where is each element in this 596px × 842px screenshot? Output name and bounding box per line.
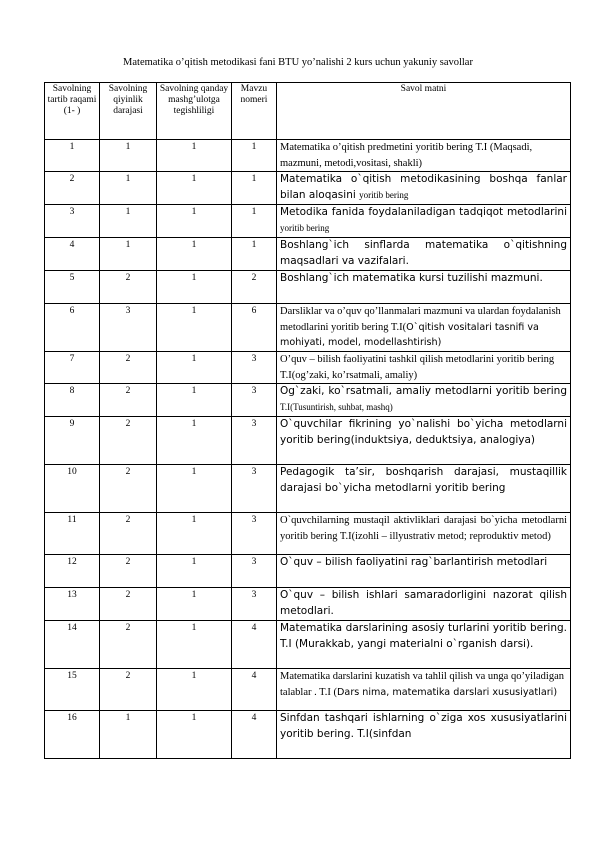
- cell-question-text: [277, 588, 571, 621]
- cell-lesson-type: 1: [157, 172, 232, 205]
- cell-order: 2: [45, 172, 100, 205]
- question-text-part: Matematika darslarining asosiy turlarini yoritib bering. T.I (Murakkab, yangi materialni o`rganish darsi).: [280, 622, 567, 650]
- cell-topic: 4: [232, 669, 277, 711]
- cell-question-text: [277, 669, 571, 711]
- question-text-part: Matematika o’qitish predmetini yoritib bering T.I (Maqsadi, mazmuni, metodi,vositasi, shakli): [280, 142, 533, 169]
- cell-topic: 3: [232, 513, 277, 555]
- table-row: [45, 465, 571, 513]
- cell-difficulty: 1: [100, 238, 157, 271]
- cell-question-text: [277, 465, 571, 513]
- cell-topic: 3: [232, 417, 277, 465]
- cell-question-text: [277, 555, 571, 588]
- cell-lesson-type: 1: [157, 621, 232, 669]
- cell-difficulty: 2: [100, 465, 157, 513]
- question-text-part: Sinfdan tashqari ishlarning o`ziga xos xususiyatlarini yoritib bering. T.I(sinfdan: [280, 712, 567, 740]
- cell-order: 5: [45, 271, 100, 304]
- cell-question-text: [277, 711, 571, 759]
- cell-difficulty: 1: [100, 711, 157, 759]
- cell-lesson-type: 1: [157, 588, 232, 621]
- table-row: [45, 384, 571, 417]
- cell-lesson-type: 1: [157, 271, 232, 304]
- cell-order: 11: [45, 513, 100, 555]
- cell-topic: 4: [232, 621, 277, 669]
- cell-question-text: [277, 621, 571, 669]
- cell-order: 13: [45, 588, 100, 621]
- cell-order: 9: [45, 417, 100, 465]
- cell-difficulty: 1: [100, 140, 157, 172]
- cell-question-text: [277, 271, 571, 304]
- table-row: [45, 271, 571, 304]
- cell-topic: 1: [232, 172, 277, 205]
- cell-topic: 1: [232, 140, 277, 172]
- cell-order: 14: [45, 621, 100, 669]
- question-text-part: O`qitish vositalari tasnifi va mohiyati, model, modellashtirish): [280, 321, 539, 348]
- table-row: [45, 588, 571, 621]
- cell-difficulty: 1: [100, 205, 157, 238]
- cell-difficulty: 2: [100, 352, 157, 384]
- table-row: [45, 555, 571, 588]
- cell-question-text: [277, 384, 571, 417]
- cell-question-text: [277, 205, 571, 238]
- table-row: [45, 304, 571, 352]
- question-text-part: O`quv – bilish ishlari samaradorligini nazorat qilish metodlari.: [280, 589, 567, 617]
- question-text-part: O`quv – bilish faoliyatini rag`barlantirish metodlari: [280, 556, 548, 568]
- cell-difficulty: 2: [100, 271, 157, 304]
- cell-order: 16: [45, 711, 100, 759]
- question-text-part: Boshlang`ich sinflarda matematika o`qitishning maqsadlari va vazifalari.: [280, 239, 567, 267]
- cell-topic: 3: [232, 352, 277, 384]
- header-question-text: Savol matni: [277, 83, 571, 140]
- cell-lesson-type: 1: [157, 205, 232, 238]
- cell-question-text: [277, 352, 571, 384]
- cell-order: 3: [45, 205, 100, 238]
- question-text-part: yoritib bering: [280, 222, 330, 233]
- header-topic: Mavzu nomeri: [232, 83, 277, 140]
- table-row: [45, 513, 571, 555]
- cell-lesson-type: 1: [157, 711, 232, 759]
- question-text-part: Matematika darslarini kuzatish va tahlil qilish va unga qo’yiladigan talablar . T.I (: [280, 671, 565, 698]
- header-difficulty: Savolning qiyinlik darajasi: [100, 83, 157, 140]
- cell-difficulty: 3: [100, 304, 157, 352]
- cell-order: 7: [45, 352, 100, 384]
- cell-topic: 1: [232, 205, 277, 238]
- cell-topic: 6: [232, 304, 277, 352]
- cell-topic: 1: [232, 238, 277, 271]
- cell-topic: 4: [232, 711, 277, 759]
- cell-lesson-type: 1: [157, 555, 232, 588]
- cell-difficulty: 2: [100, 417, 157, 465]
- questions-table: [44, 82, 571, 759]
- cell-order: 15: [45, 669, 100, 711]
- cell-lesson-type: 1: [157, 384, 232, 417]
- cell-topic: 3: [232, 384, 277, 417]
- cell-lesson-type: 1: [157, 669, 232, 711]
- header-row: [45, 83, 571, 140]
- cell-difficulty: 1: [100, 172, 157, 205]
- question-text-part: O`quvchilar fikrining yo`nalishi bo`yicha metodlarni yoritib bering(induktsiya, deduktsiya, analogiya): [280, 418, 567, 446]
- cell-question-text: [277, 513, 571, 555]
- question-text-part: Matematika o`qitish metodikasining boshqa fanlar bilan aloqasini: [280, 173, 567, 201]
- cell-lesson-type: 1: [157, 140, 232, 172]
- header-order: Savolning tartib raqami (1- ): [45, 83, 100, 140]
- table-row: [45, 205, 571, 238]
- cell-lesson-type: 1: [157, 304, 232, 352]
- table-row: [45, 238, 571, 271]
- cell-question-text: [277, 172, 571, 205]
- cell-order: 8: [45, 384, 100, 417]
- question-text-part: Metodika fanida foydalaniladigan tadqiqot metodlarini: [280, 206, 567, 218]
- question-text-part: Dars nima, matematika darslari xususiyatlari): [337, 686, 558, 698]
- question-text-part: Og`zaki, ko`rsatmali, amaliy metodlarni yoritib bering: [280, 385, 567, 397]
- cell-difficulty: 2: [100, 384, 157, 417]
- cell-lesson-type: 1: [157, 513, 232, 555]
- table-row: [45, 172, 571, 205]
- cell-order: 10: [45, 465, 100, 513]
- table-row: [45, 621, 571, 669]
- cell-question-text: [277, 238, 571, 271]
- cell-lesson-type: 1: [157, 417, 232, 465]
- table-row: [45, 669, 571, 711]
- question-text-part: yoritib bering: [359, 189, 409, 200]
- table-row: [45, 352, 571, 384]
- cell-difficulty: 2: [100, 513, 157, 555]
- cell-lesson-type: 1: [157, 238, 232, 271]
- cell-difficulty: 2: [100, 588, 157, 621]
- cell-question-text: [277, 304, 571, 352]
- cell-lesson-type: 1: [157, 352, 232, 384]
- cell-topic: 3: [232, 588, 277, 621]
- cell-question-text: [277, 140, 571, 172]
- question-text-part: O’quv – bilish faoliyatini tashkil qilish metodlarini yoritib bering T.I(og’zaki, ko’rsatmali, amaliy): [280, 354, 555, 381]
- cell-order: 4: [45, 238, 100, 271]
- question-text-part: Boshlang`ich matematika kursi tuzilishi mazmuni.: [280, 272, 543, 284]
- header-lesson-type: Savolning qanday mashg’ulotga tegishliligi: [157, 83, 232, 140]
- cell-difficulty: 2: [100, 621, 157, 669]
- question-text-part: Darsliklar va o’quv qo’llanmalari mazmuni va ulardan foydalanish metodlarini yoritib bering T.I(: [280, 306, 561, 333]
- question-text-part: Pedagogik ta’sir, boshqarish darajasi, mustaqillik darajasi bo`yicha metodlarni yoritib bering: [280, 466, 567, 494]
- page-title: Matematika o’qitish metodikasi fani BTU yo’nalishi 2 kurs uchun yakuniy savollar: [123, 57, 473, 68]
- table-row: [45, 711, 571, 759]
- table-row: [45, 140, 571, 172]
- cell-difficulty: 2: [100, 555, 157, 588]
- cell-topic: 3: [232, 555, 277, 588]
- cell-topic: 2: [232, 271, 277, 304]
- question-text-part: T.I(Tusuntirish, suhbat, mashq): [280, 401, 393, 412]
- cell-topic: 3: [232, 465, 277, 513]
- cell-difficulty: 2: [100, 669, 157, 711]
- cell-question-text: [277, 417, 571, 465]
- table-row: [45, 417, 571, 465]
- cell-order: 6: [45, 304, 100, 352]
- cell-order: 1: [45, 140, 100, 172]
- question-text-part: O`quvchilarning mustaqil aktivliklari darajasi bo`yicha metodlarni yoritib bering T.I(izohli – illyustrativ metod; reproduktiv metod): [280, 515, 567, 542]
- cell-lesson-type: 1: [157, 465, 232, 513]
- cell-order: 12: [45, 555, 100, 588]
